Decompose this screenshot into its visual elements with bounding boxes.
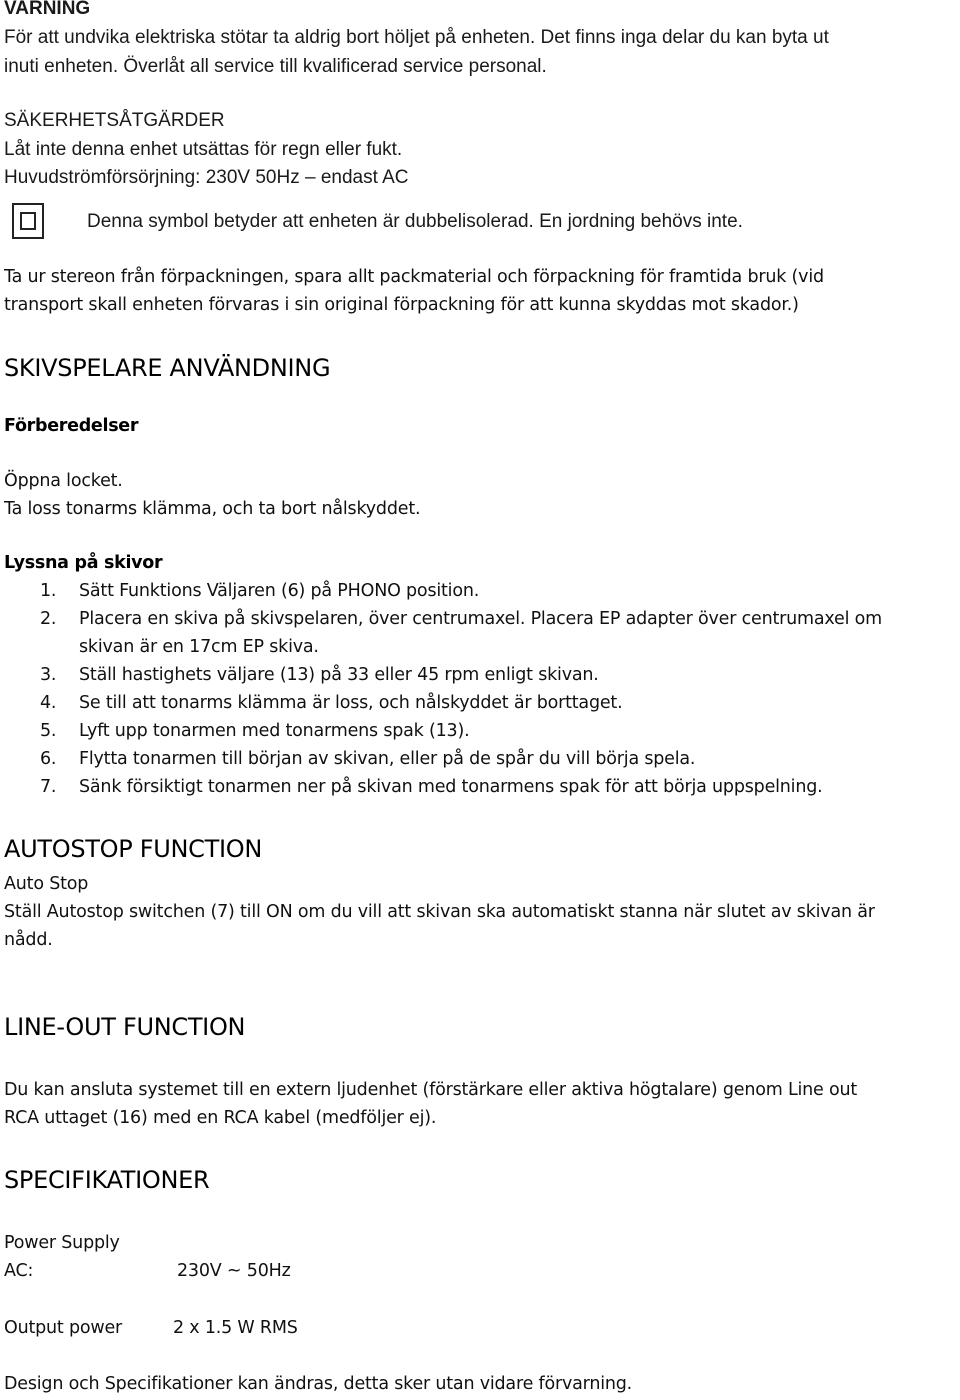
safety-title: SÄKERHETSÅTGÄRDER (4, 110, 225, 131)
step-number: 1. (40, 581, 57, 601)
step-number: 6. (40, 749, 57, 769)
step-text: Ställ hastighets väljare (13) på 33 eller 45 rpm enligt skivan. (79, 665, 599, 685)
autostop-subtitle: Auto Stop (4, 874, 89, 894)
safety-line-2: Huvudströmförsörjning: 230V 50Hz – endast AC (4, 167, 409, 188)
lineout-line-1: Du kan ansluta systemet till en extern ljudenhet (förstärkare eller aktiva högtalare) genom Line out (4, 1080, 858, 1100)
lineout-heading: LINE-OUT FUNCTION (4, 1013, 246, 1041)
step-text: Se till att tonarms klämma är loss, och nålskyddet är borttaget. (79, 693, 623, 713)
step-text: Sänk försiktigt tonarmen ner på skivan med tonarmens spak för att börja uppspelning. (79, 777, 823, 797)
power-supply-label: Power Supply (4, 1233, 120, 1253)
step-text-continued: skivan är en 17cm EP skiva. (79, 637, 319, 657)
symbol-description: Denna symbol betyder att enheten är dubbelisolerad. En jordning behövs inte. (87, 211, 743, 232)
autostop-heading: AUTOSTOP FUNCTION (4, 835, 262, 863)
prep-line-1: Öppna locket. (4, 471, 123, 491)
step-text: Placera en skiva på skivspelaren, över centrumaxel. Placera EP adapter över centrumaxel om (79, 609, 882, 629)
warning-title: VARNING (4, 0, 91, 19)
output-power-value: 2 x 1.5 W RMS (173, 1318, 298, 1338)
unpack-line-1: Ta ur stereon från förpackningen, spara allt packmaterial och förpackning för framtida bruk (vid (4, 267, 824, 287)
prep-line-2: Ta loss tonarms klämma, och ta bort nålskyddet. (4, 499, 421, 519)
step-text: Flytta tonarmen till början av skivan, eller på de spår du vill börja spela. (79, 749, 696, 769)
step-number: 3. (40, 665, 57, 685)
lineout-line-2: RCA uttaget (16) med en RCA kabel (medföljer ej). (4, 1108, 437, 1128)
step-number: 4. (40, 693, 57, 713)
output-power-label: Output power (4, 1318, 123, 1338)
specs-heading: SPECIFIKATIONER (4, 1166, 210, 1194)
warning-line-2: inuti enheten. Överlåt all service till kvalificerad service personal. (4, 56, 547, 77)
listen-heading: Lyssna på skivor (4, 553, 163, 573)
step-text: Sätt Funktions Väljaren (6) på PHONO position. (79, 581, 480, 601)
step-number: 2. (40, 609, 57, 629)
autostop-line-2: nådd. (4, 930, 53, 950)
step-number: 7. (40, 777, 57, 797)
double-insulation-icon (12, 203, 44, 239)
ac-label: AC: (4, 1261, 34, 1281)
autostop-line-1: Ställ Autostop switchen (7) till ON om du vill att skivan ska automatiskt stanna när slutet av skivan är (4, 902, 875, 922)
prep-heading: Förberedelser (4, 416, 139, 436)
step-text: Lyft upp tonarmen med tonarmens spak (13). (79, 721, 470, 741)
step-number: 5. (40, 721, 57, 741)
ac-value: 230V ~ 50Hz (177, 1261, 291, 1281)
safety-line-1: Låt inte denna enhet utsättas för regn eller fukt. (4, 139, 403, 160)
unpack-line-2: transport skall enheten förvaras i sin original förpackning för att kunna skyddas mot skador.) (4, 295, 799, 315)
usage-heading: SKIVSPELARE ANVÄNDNING (4, 354, 331, 382)
specs-footer-note: Design och Specifikationer kan ändras, detta sker utan vidare förvarning. (4, 1374, 633, 1394)
warning-line-1: För att undvika elektriska stötar ta aldrig bort höljet på enheten. Det finns inga delar du kan byta ut (4, 27, 829, 48)
